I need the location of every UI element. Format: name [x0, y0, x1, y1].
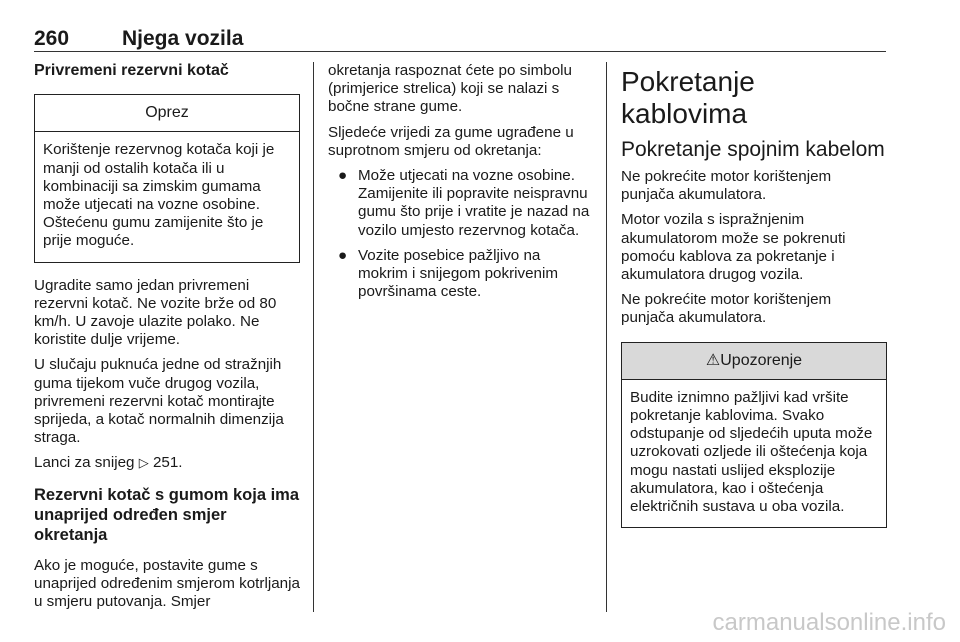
paragraph: Ne pokrećite motor korištenjem punjača akumulatora. [621, 291, 832, 327]
warning-box [621, 342, 887, 529]
warning-text: Budite iznimno pažljivi kad vršite pokretanje kablovima. Svako odstupanje od sljedećih uputa može uzrokovati ozljede ili oštećenja koja mogu nastati uslijed eksplozije akumulatora, kao i oštećenja električnih sustava u oba vozila. [630, 388, 873, 516]
list-item: ● Vozite posebice pažljivo na mokrim i snijegom pokrivenim površinama ceste. [338, 246, 559, 301]
warning-title: Upozorenje [720, 351, 803, 369]
section-title: Pokretanje kablovima [621, 66, 755, 129]
page-number: 260 [34, 27, 70, 50]
paragraph: okretanja raspoznat ćete po simbolu (primjerice strelica) koji se nalazi s bočne strane gume. [328, 62, 572, 116]
cross-reference [34, 454, 300, 472]
warning-header [622, 343, 886, 380]
bullet-icon: ● [338, 167, 348, 185]
column-divider [313, 62, 314, 612]
paragraph: U slučaju puknuća jedne od stražnjih guma tijekom vuče drugog vozila, privremeni rezervni kotač montirajte sprijeda, a kotač normalnih dimenzija straga. [34, 356, 284, 447]
paragraph: Sljedeće vrijedi za gume ugrađene u suprotnom smjeru od okretanja: [328, 123, 574, 159]
bullet-icon: ● [338, 246, 348, 264]
column-divider [606, 62, 607, 612]
paragraph: Ugradite samo jedan privremeni rezervni kotač. Ne vozite brže od 80 km/h. U zavoje ulazite polako. Ne koristite dulje vrijeme. [34, 276, 277, 349]
caution-box [34, 94, 300, 262]
watermark: carmanualsonline.info [712, 609, 946, 636]
reference-page: 251. [152, 454, 183, 472]
paragraph: Ako je moguće, postavite gume s unaprijed određenim smjerom kotrljanja u smjeru putovanja. Smjer [34, 556, 300, 611]
section-title: Privremeni rezervni kotač [34, 62, 229, 79]
caution-text: Korištenje rezervnog kotača koji je manji od ostalih kotača ili u kombinaciji sa zimskim gumama može utjecati na vozne osobine. Oštećenu gumu zamijenite što je prije moguće. [43, 141, 275, 250]
column-1 [34, 62, 300, 618]
column-2 [328, 62, 594, 308]
reference-text: Lanci za snijeg [34, 454, 135, 472]
caution-title: Oprez [35, 95, 299, 132]
bullet-list [328, 167, 594, 301]
chapter-title: Njega vozila [122, 27, 244, 50]
paragraph: Ne pokrećite motor korištenjem punjača akumulatora. [621, 168, 832, 204]
column-3 [621, 62, 887, 542]
page-header [34, 27, 886, 52]
page-reference-icon: ▷ [138, 455, 149, 471]
subsection-title: Pokretanje spojnim kabelom [621, 138, 885, 161]
list-item: ● Može utjecati na vozne osobine. Zamijenite ili popravite neispravnu gumu što prije i vratite je nazad na vozilo umjesto rezervnog kotača. [338, 167, 590, 239]
subsection-title: Rezervni kotač s gumom koja ima unaprijed određen smjer okretanja [34, 485, 300, 544]
warning-triangle-icon: ⚠ [705, 351, 721, 369]
paragraph: Motor vozila s ispražnjenim akumulatorom može se pokrenuti pomoću kablova za pokretanje i akumulatora drugog vozila. [621, 211, 846, 284]
